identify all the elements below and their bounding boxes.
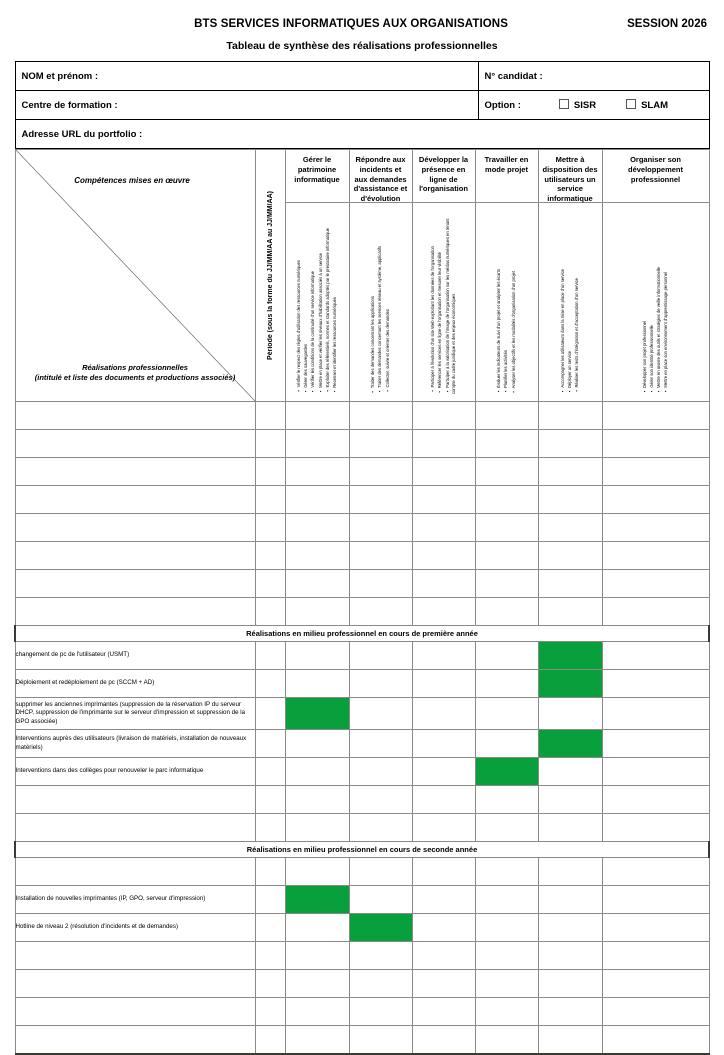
competency-mark-cell[interactable]	[538, 858, 602, 886]
competency-mark-cell[interactable]	[285, 814, 349, 842]
realisation-label-cell[interactable]	[15, 570, 255, 598]
competency-mark-cell[interactable]	[255, 514, 285, 542]
competency-mark-cell[interactable]	[602, 542, 709, 570]
competency-mark-filled[interactable]	[538, 670, 602, 698]
competency-mark-cell[interactable]	[412, 458, 475, 486]
competency-mark-cell[interactable]	[349, 786, 412, 814]
diagonal-header-cell	[15, 150, 255, 402]
competency-mark-cell[interactable]	[475, 402, 538, 430]
competency-title: Gérer le patrimoine informatique	[294, 155, 340, 184]
competency-mark-cell[interactable]	[349, 970, 412, 998]
competency-mark-cell[interactable]	[285, 914, 349, 942]
competency-mark-cell[interactable]	[475, 886, 538, 914]
competency-mark-cell[interactable]	[255, 998, 285, 1026]
competency-title: Organiser son développement professionnel	[627, 155, 683, 184]
candidate-number-label: N° candidat :	[484, 70, 543, 82]
competency-mark-cell[interactable]	[602, 970, 709, 998]
competency-mark-cell[interactable]	[475, 430, 538, 458]
competency-mark-cell[interactable]	[412, 402, 475, 430]
table-row	[15, 730, 709, 758]
competency-mark-cell[interactable]	[255, 942, 285, 970]
competency-mark-filled[interactable]	[285, 886, 349, 914]
competency-mark-cell[interactable]	[475, 670, 538, 698]
training-center-field[interactable]	[15, 91, 478, 120]
realisation-label-cell[interactable]	[15, 970, 255, 998]
competency-mark-cell[interactable]	[602, 670, 709, 698]
competences-caption: Compétences mises en œuvre	[74, 176, 190, 185]
table-row	[15, 698, 709, 730]
competency-mark-cell[interactable]	[349, 598, 412, 626]
competency-mark-cell[interactable]	[349, 402, 412, 430]
competency-mark-cell[interactable]	[349, 670, 412, 698]
realisation-label-cell[interactable]: Interventions auprès des utilisateurs (livraison de matériels, installation de nouveaux matériels)	[15, 730, 255, 758]
option-sisr-label: SISR	[573, 100, 597, 111]
competency-separator	[603, 202, 709, 203]
checkbox-sisr-icon[interactable]	[559, 99, 569, 109]
competency-mark-cell[interactable]	[538, 1026, 602, 1055]
competency-mark-cell[interactable]	[602, 914, 709, 942]
competency-mark-cell[interactable]	[475, 698, 538, 730]
table-row	[15, 970, 709, 998]
competency-mark-cell[interactable]	[412, 430, 475, 458]
competency-item-list	[350, 205, 412, 398]
competency-item: ▪ Traiter des demandes concernant les applications	[370, 296, 376, 394]
competency-mark-cell[interactable]	[538, 430, 602, 458]
competency-mark-cell[interactable]	[412, 758, 475, 786]
competency-mark-filled[interactable]	[538, 730, 602, 758]
competency-mark-cell[interactable]	[602, 998, 709, 1026]
competency-mark-cell[interactable]	[349, 998, 412, 1026]
competency-mark-cell[interactable]	[349, 758, 412, 786]
competency-header-5	[538, 150, 602, 402]
competency-mark-cell[interactable]	[412, 998, 475, 1026]
competency-mark-cell[interactable]	[538, 542, 602, 570]
competency-mark-cell[interactable]	[602, 642, 709, 670]
competency-item: ▪ Recenser et identifier les ressources numériques	[332, 297, 338, 394]
realisation-label-cell[interactable]	[15, 430, 255, 458]
competency-mark-cell[interactable]	[412, 970, 475, 998]
competency-mark-cell[interactable]	[412, 730, 475, 758]
competency-mark-cell[interactable]	[475, 1026, 538, 1055]
option-slam-label: SLAM	[641, 100, 669, 111]
competency-mark-cell[interactable]	[412, 886, 475, 914]
section-title: Réalisations en milieu professionnel en cours de première année	[15, 626, 709, 642]
table-row	[15, 858, 709, 886]
realisation-label-cell[interactable]	[15, 786, 255, 814]
competency-mark-cell[interactable]	[475, 858, 538, 886]
competency-mark-cell[interactable]	[602, 730, 709, 758]
competency-mark-cell[interactable]	[285, 542, 349, 570]
competency-item-list	[476, 205, 538, 398]
table-row	[15, 1026, 709, 1055]
table-row	[15, 514, 709, 542]
competency-mark-cell[interactable]	[412, 814, 475, 842]
competency-mark-cell[interactable]	[412, 698, 475, 730]
competency-mark-cell[interactable]	[475, 730, 538, 758]
competency-mark-cell[interactable]	[255, 642, 285, 670]
competency-mark-cell[interactable]	[538, 514, 602, 542]
competency-item: ▪ Évaluer les indicateurs de suivi d'un projet et analyser les écarts	[496, 269, 502, 394]
document-subtitle: Tableau de synthèse des réalisations professionnelles	[226, 40, 498, 52]
competency-mark-cell[interactable]	[412, 942, 475, 970]
realisation-label-cell[interactable]	[15, 486, 255, 514]
competency-separator	[413, 202, 475, 203]
competency-mark-filled[interactable]	[475, 758, 538, 786]
competency-mark-cell[interactable]	[475, 570, 538, 598]
competency-item: ▪ Traiter des demandes concernant les services réseau et système, applicatifs	[377, 246, 383, 394]
competency-item: ▪ Réaliser les tests d'intégration et d'acceptation d'un service	[574, 278, 580, 394]
competency-item: ▪ Déployer un service	[567, 351, 573, 394]
realisation-label-cell[interactable]	[15, 1026, 255, 1055]
competency-header-4	[475, 150, 538, 402]
option-cell	[478, 91, 709, 120]
competency-item: ▪ Mettre en œuvre des outils et stratégies de veille informationnelle	[656, 267, 662, 394]
competency-mark-filled[interactable]	[285, 698, 349, 730]
competency-mark-cell[interactable]	[255, 698, 285, 730]
competency-mark-cell[interactable]	[349, 858, 412, 886]
competency-item-list	[413, 205, 475, 398]
competency-mark-cell[interactable]	[412, 642, 475, 670]
identity-row-url	[15, 120, 709, 149]
realisation-label-cell[interactable]: supprimer les anciennes imprimantes (suppression de la réservation IP du serveur DHCP, suppression de l'imprimante sur le serveur d'impression et suppression de la GPO associée)	[15, 698, 255, 730]
option-sisr-choice[interactable]	[559, 99, 596, 111]
competency-mark-cell[interactable]	[538, 886, 602, 914]
competency-mark-cell[interactable]	[255, 598, 285, 626]
competency-mark-cell[interactable]	[349, 570, 412, 598]
competency-mark-cell[interactable]	[285, 642, 349, 670]
competency-mark-cell[interactable]	[602, 1026, 709, 1055]
competency-item: ▪ Mettre en place et vérifier les niveaux d'habilitation associés à un service	[318, 253, 324, 394]
competency-mark-cell[interactable]	[349, 542, 412, 570]
competency-mark-cell[interactable]	[285, 514, 349, 542]
table-row	[15, 486, 709, 514]
competency-mark-cell[interactable]	[475, 814, 538, 842]
competency-item: ▪ Accompagner les utilisateurs dans la mise en place d'un service	[560, 269, 566, 394]
table-row	[15, 542, 709, 570]
competency-mark-cell[interactable]	[602, 886, 709, 914]
competency-mark-cell[interactable]	[602, 814, 709, 842]
competency-item: ▪ Gérer des sauvegardes	[303, 344, 309, 394]
training-center-label: Centre de formation :	[21, 99, 118, 111]
competency-mark-cell[interactable]	[538, 486, 602, 514]
period-header-label: Période (sous la forme du JJ/MM/AA au JJ/MM/AA)	[266, 191, 274, 360]
competency-mark-cell[interactable]	[285, 786, 349, 814]
section-header-second-year	[15, 842, 709, 858]
competency-item: ▪ Vérifier le respect des règles d'utilisation des ressources numériques	[296, 260, 302, 394]
competency-item: ▪ Vérifier les conditions de la continuité d'un service informatique	[310, 271, 316, 394]
table-row	[15, 598, 709, 626]
competency-item: ▪ Gérer son identité professionnelle	[649, 325, 655, 394]
realisation-label-cell[interactable]: Installation de nouvelles imprimantes (IP, GPO, serveur d'impression)	[15, 886, 255, 914]
competency-mark-cell[interactable]	[285, 970, 349, 998]
competency-mark-cell[interactable]	[602, 942, 709, 970]
competency-mark-cell[interactable]	[412, 858, 475, 886]
competency-mark-cell[interactable]	[349, 1026, 412, 1055]
competency-mark-cell[interactable]	[538, 942, 602, 970]
competency-mark-cell[interactable]	[349, 430, 412, 458]
competency-mark-cell[interactable]	[349, 814, 412, 842]
checkbox-slam-icon[interactable]	[626, 99, 636, 109]
realisations-caption-line1: Réalisations professionnelles	[82, 362, 188, 372]
competency-mark-cell[interactable]	[285, 858, 349, 886]
session-label: SESSION 2026	[627, 18, 707, 30]
competency-item-list	[539, 205, 602, 398]
competency-mark-cell[interactable]	[538, 570, 602, 598]
competency-item: ▪ Mettre en place son environnement d'apprentissage personnel	[663, 272, 669, 394]
competency-mark-cell[interactable]	[412, 486, 475, 514]
table-row	[15, 402, 709, 430]
competency-mark-cell[interactable]	[285, 486, 349, 514]
competency-mark-cell[interactable]	[412, 542, 475, 570]
competency-header-2	[349, 150, 412, 402]
competency-mark-cell[interactable]	[475, 542, 538, 570]
competency-mark-cell[interactable]	[349, 514, 412, 542]
table-row	[15, 670, 709, 698]
competency-mark-cell[interactable]	[475, 458, 538, 486]
competency-mark-cell[interactable]	[255, 670, 285, 698]
competency-mark-cell[interactable]	[255, 786, 285, 814]
competency-item: ▪ Planifier les activités	[503, 350, 509, 394]
competency-mark-cell[interactable]	[538, 998, 602, 1026]
realisation-label-cell[interactable]	[15, 402, 255, 430]
competency-mark-cell[interactable]	[349, 458, 412, 486]
competency-mark-cell[interactable]	[538, 914, 602, 942]
competency-mark-cell[interactable]	[475, 598, 538, 626]
competency-mark-cell[interactable]	[412, 786, 475, 814]
competency-mark-cell[interactable]	[412, 570, 475, 598]
competency-item: ▪ Analyser les objectifs et les modalités d'organisation d'un projet	[511, 271, 517, 394]
competency-mark-cell[interactable]	[285, 998, 349, 1026]
competency-mark-cell[interactable]	[412, 670, 475, 698]
table-row	[15, 430, 709, 458]
competency-mark-cell[interactable]	[602, 486, 709, 514]
synthesis-grid	[14, 149, 710, 1055]
name-field[interactable]	[15, 62, 478, 91]
identity-row-name	[15, 62, 709, 91]
competency-item: ▪ Participer à la valorisation de l'image de l'organisation sur les médias numériques en tenant compte du cadre juridique et des enjeux économiques	[445, 206, 457, 394]
competency-mark-cell[interactable]	[412, 598, 475, 626]
competency-item: ▪ Exploiter des référentiels, normes et standards adoptés par le prestataire informatique	[325, 228, 331, 394]
table-row	[15, 458, 709, 486]
competency-title: Développer la présence en ligne de l'organisation	[418, 155, 469, 194]
realisation-label-cell[interactable]	[15, 998, 255, 1026]
identity-table	[15, 61, 710, 149]
competency-mark-cell[interactable]	[475, 642, 538, 670]
competency-mark-cell[interactable]	[349, 486, 412, 514]
competency-mark-cell[interactable]	[285, 758, 349, 786]
competency-mark-cell[interactable]	[255, 486, 285, 514]
competency-mark-cell[interactable]	[349, 698, 412, 730]
competency-item: ▪ Collecter, suivre et orienter des demandes	[385, 309, 391, 394]
competency-mark-cell[interactable]	[255, 970, 285, 998]
competency-mark-cell[interactable]	[538, 698, 602, 730]
competency-mark-cell[interactable]	[349, 942, 412, 970]
competency-title: Travailler en mode projet	[484, 155, 529, 174]
option-label: Option :	[484, 99, 521, 111]
competency-mark-cell[interactable]	[285, 430, 349, 458]
competency-mark-cell[interactable]	[285, 598, 349, 626]
competency-title: Répondre aux incidents et aux demandes d'assistance et d'évolution	[353, 155, 408, 203]
competency-mark-cell[interactable]	[255, 402, 285, 430]
page-title: BTS SERVICES INFORMATIQUES AUX ORGANISATIONS	[194, 18, 508, 30]
realisation-label-cell[interactable]	[15, 458, 255, 486]
competency-mark-cell[interactable]	[602, 698, 709, 730]
competency-item-list	[603, 205, 709, 398]
competency-separator	[476, 202, 538, 203]
competency-mark-cell[interactable]	[285, 942, 349, 970]
competency-mark-cell[interactable]	[602, 598, 709, 626]
competency-mark-cell[interactable]	[602, 402, 709, 430]
realisation-label-cell[interactable]: Déploiement et redéploiement de pc (SCCM + AD)	[15, 670, 255, 698]
realisation-label-cell[interactable]	[15, 814, 255, 842]
section-title: Réalisations en milieu professionnel en cours de seconde année	[15, 842, 709, 858]
competency-mark-cell[interactable]	[255, 1026, 285, 1055]
table-row	[15, 814, 709, 842]
competency-mark-cell[interactable]	[255, 430, 285, 458]
competency-mark-cell[interactable]	[602, 570, 709, 598]
competency-mark-cell[interactable]	[538, 814, 602, 842]
competency-mark-cell[interactable]	[349, 730, 412, 758]
period-header-cell	[255, 150, 285, 402]
competency-mark-cell[interactable]	[285, 670, 349, 698]
table-row	[15, 914, 709, 942]
identity-row-center	[15, 91, 709, 120]
competency-item: ▪ Développer son projet professionnel	[642, 321, 648, 394]
competency-item-list	[286, 205, 349, 398]
competency-mark-cell[interactable]	[538, 598, 602, 626]
competency-mark-cell[interactable]	[475, 514, 538, 542]
competency-mark-cell[interactable]	[285, 402, 349, 430]
realisation-label-cell[interactable]	[15, 514, 255, 542]
realisation-label-cell[interactable]	[15, 598, 255, 626]
table-row	[15, 998, 709, 1026]
competency-mark-cell[interactable]	[285, 458, 349, 486]
competency-mark-cell[interactable]	[349, 642, 412, 670]
competency-mark-cell[interactable]	[475, 914, 538, 942]
competency-mark-cell[interactable]	[255, 814, 285, 842]
section-header-first-year	[15, 626, 709, 642]
competency-item: ▪ Participer à l'évolution d'un site Web exploitant les données de l'organisation	[430, 246, 436, 394]
competency-item: ▪ Référencer les services en ligne de l'organisation et mesurer leur visibilité	[437, 252, 443, 394]
competency-mark-cell[interactable]	[412, 1026, 475, 1055]
competency-mark-cell[interactable]	[255, 730, 285, 758]
competency-mark-cell[interactable]	[475, 998, 538, 1026]
document-header	[15, 0, 709, 30]
competency-mark-cell[interactable]	[255, 570, 285, 598]
competency-mark-cell[interactable]	[285, 570, 349, 598]
competency-mark-cell[interactable]	[538, 402, 602, 430]
competency-mark-cell[interactable]	[255, 914, 285, 942]
competency-mark-cell[interactable]	[602, 786, 709, 814]
table-row	[15, 570, 709, 598]
table-row	[15, 758, 709, 786]
candidate-number-field[interactable]	[478, 62, 709, 91]
competency-mark-cell[interactable]	[475, 786, 538, 814]
competency-mark-cell[interactable]	[412, 514, 475, 542]
competency-header-1	[285, 150, 349, 402]
realisation-label-cell[interactable]: Interventions dans des collèges pour renouveler le parc informatique	[15, 758, 255, 786]
realisation-label-cell[interactable]	[15, 942, 255, 970]
name-label: NOM et prénom :	[21, 70, 99, 82]
competency-mark-cell[interactable]	[602, 458, 709, 486]
competency-mark-cell[interactable]	[255, 858, 285, 886]
table-row	[15, 886, 709, 914]
table-row	[15, 786, 709, 814]
competency-header-6	[602, 150, 709, 402]
competency-header-3	[412, 150, 475, 402]
table-row	[15, 642, 709, 670]
realisation-label-cell[interactable]: Hotline de niveau 2 (résolution d'incidents et de demandes)	[15, 914, 255, 942]
competency-mark-cell[interactable]	[602, 858, 709, 886]
competency-mark-cell[interactable]	[602, 430, 709, 458]
competency-separator	[286, 202, 349, 203]
competency-mark-cell[interactable]	[255, 758, 285, 786]
competency-mark-cell[interactable]	[255, 542, 285, 570]
portfolio-url-field[interactable]	[15, 120, 709, 149]
competency-mark-cell[interactable]	[255, 886, 285, 914]
competency-mark-cell[interactable]	[602, 514, 709, 542]
competency-mark-cell[interactable]	[475, 486, 538, 514]
competency-mark-cell[interactable]	[475, 970, 538, 998]
competency-mark-cell[interactable]	[255, 458, 285, 486]
table-row	[15, 942, 709, 970]
competency-mark-cell[interactable]	[412, 914, 475, 942]
competency-title: Mettre à disposition des utilisateurs un service informatique	[542, 155, 598, 203]
portfolio-url-label: Adresse URL du portfolio :	[21, 128, 143, 140]
realisations-caption-line2: (intitulé et liste des documents et productions associés)	[34, 372, 236, 382]
realisation-label-cell[interactable]: changement de pc de l'utilisateur (USMT)	[15, 642, 255, 670]
competency-mark-cell[interactable]	[285, 730, 349, 758]
competency-mark-cell[interactable]	[349, 886, 412, 914]
grid-header-row	[15, 150, 709, 402]
competency-mark-cell[interactable]	[475, 942, 538, 970]
competency-mark-cell[interactable]	[538, 970, 602, 998]
competency-mark-cell[interactable]	[538, 758, 602, 786]
competency-mark-filled[interactable]	[349, 914, 412, 942]
realisation-label-cell[interactable]	[15, 542, 255, 570]
competency-mark-cell[interactable]	[285, 1026, 349, 1055]
realisation-label-cell[interactable]	[15, 858, 255, 886]
competency-mark-cell[interactable]	[602, 758, 709, 786]
realisations-caption	[16, 363, 255, 383]
option-slam-choice[interactable]	[626, 99, 668, 111]
competency-mark-cell[interactable]	[538, 458, 602, 486]
competency-mark-filled[interactable]	[538, 642, 602, 670]
competency-mark-cell[interactable]	[538, 786, 602, 814]
